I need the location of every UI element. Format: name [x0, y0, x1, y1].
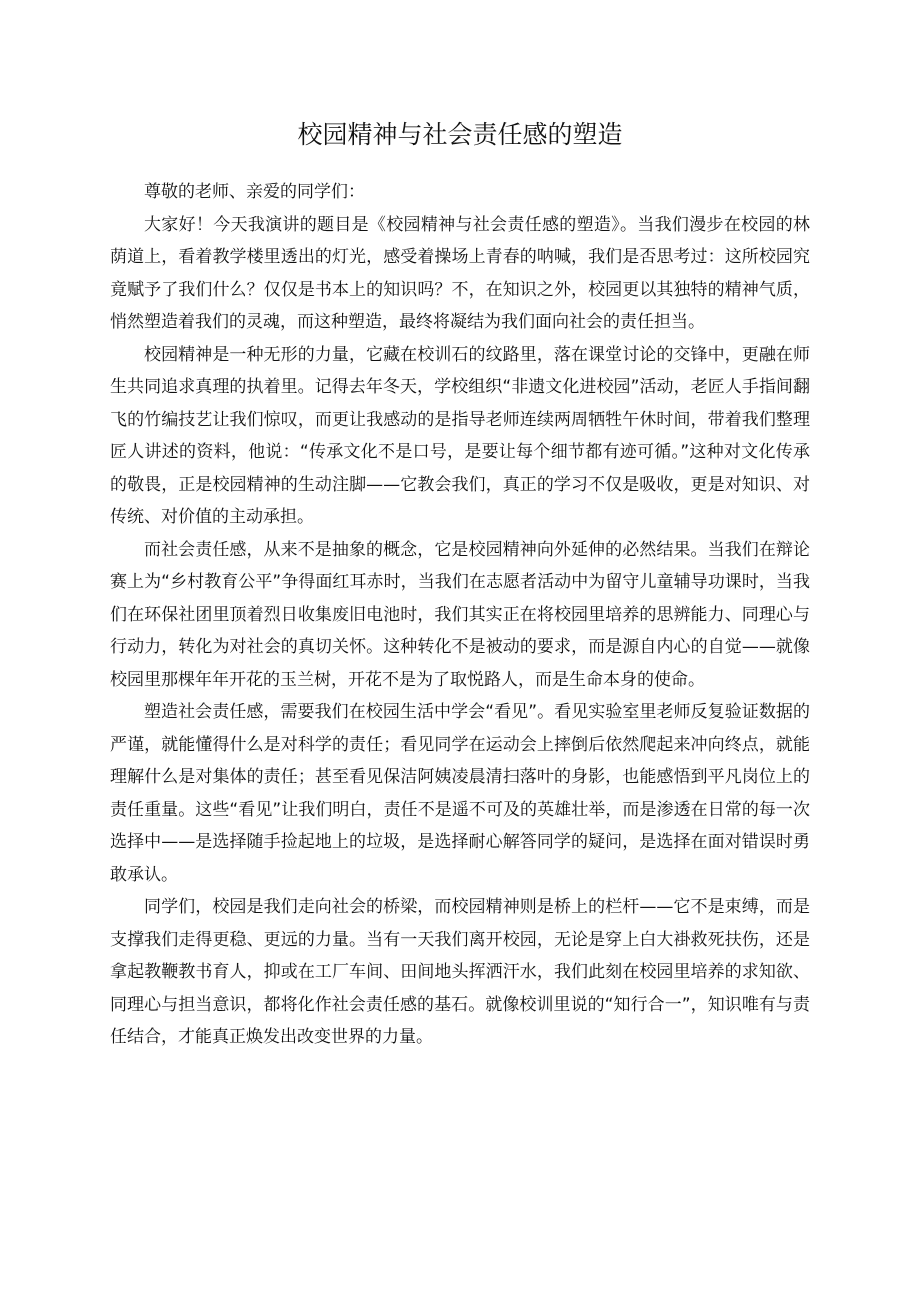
- page-title: 校园精神与社会责任感的塑造: [297, 120, 623, 149]
- paragraph-4: 塑造社会责任感，需要我们在校园生活中学会“看见”。看见实验室里老师反复验证数据的严谨，就能懂得什么是对科学的责任；看见同学在运动会上摔倒后依然爬起来冲向终点，就能理解什么是对集体的责任；甚至看见保洁阿姨凌晨清扫落叶的身影，也能感悟到平凡岗位上的责任重量。这些“看见”让我们明白，责任不是遥不可及的英雄壮举，而是渗透在日常的每一次选择中——是选择随手捡起地上的垃圾，是选择耐心解答同学的疑问，是选择在面对错误时勇敢承认。: [110, 702, 810, 885]
- document-body: [110, 176, 810, 1054]
- paragraph-2: 校园精神是一种无形的力量，它藏在校训石的纹路里，落在课堂讨论的交锋中，更融在师生共同追求真理的执着里。记得去年冬天，学校组织“非遗文化进校园”活动，老匠人手指间翻飞的竹编技艺让我们惊叹，而更让我感动的是指导老师连续两周牺牲午休时间，带着我们整理匠人讲述的资料，他说：“传承文化不是口号，是要让每个细节都有迹可循。”这种对文化传承的敬畏，正是校园精神的生动注脚——它教会我们，真正的学习不仅是吸收，更是对知识、对传统、对价值的主动承担。: [110, 344, 810, 527]
- paragraph-5: 同学们，校园是我们走向社会的桥梁，而校园精神则是桥上的栏杆——它不是束缚，而是支撑我们走得更稳、更远的力量。当有一天我们离开校园，无论是穿上白大褂救死扶伤，还是拿起教鞭教书育人，抑或在工厂车间、田间地头挥洒汗水，我们此刻在校园里培养的求知欲、同理心与担当意识，都将化作社会责任感的基石。就像校训里说的“知行合一”，知识唯有与责任结合，才能真正焕发出改变世界的力量。: [110, 897, 810, 1047]
- salutation: 尊敬的老师、亲爱的同学们：: [144, 182, 365, 202]
- paragraph-3: 而社会责任感，从来不是抽象的概念，它是校园精神向外延伸的必然结果。当我们在辩论赛上为“乡村教育公平”争得面红耳赤时，当我们在志愿者活动中为留守儿童辅导功课时，当我们在环保社团里顶着烈日收集废旧电池时，我们其实正在将校园里培养的思辨能力、同理心与行动力，转化为对社会的真切关怀。这种转化不是被动的要求，而是源自内心的自觉——就像校园里那棵年年开花的玉兰树，开花不是为了取悦路人，而是生命本身的使命。: [110, 539, 810, 690]
- paragraph-1: 大家好！今天我演讲的题目是《校园精神与社会责任感的塑造》。当我们漫步在校园的林荫道上，看着教学楼里透出的灯光，感受着操场上青春的呐喊，我们是否思考过：这所校园究竟赋予了我们什么？仅仅是书本上的知识吗？不，在知识之外，校园更以其独特的精神气质，悄然塑造着我们的灵魂，而这种塑造，最终将凝结为我们面向社会的责任担当。: [110, 214, 810, 332]
